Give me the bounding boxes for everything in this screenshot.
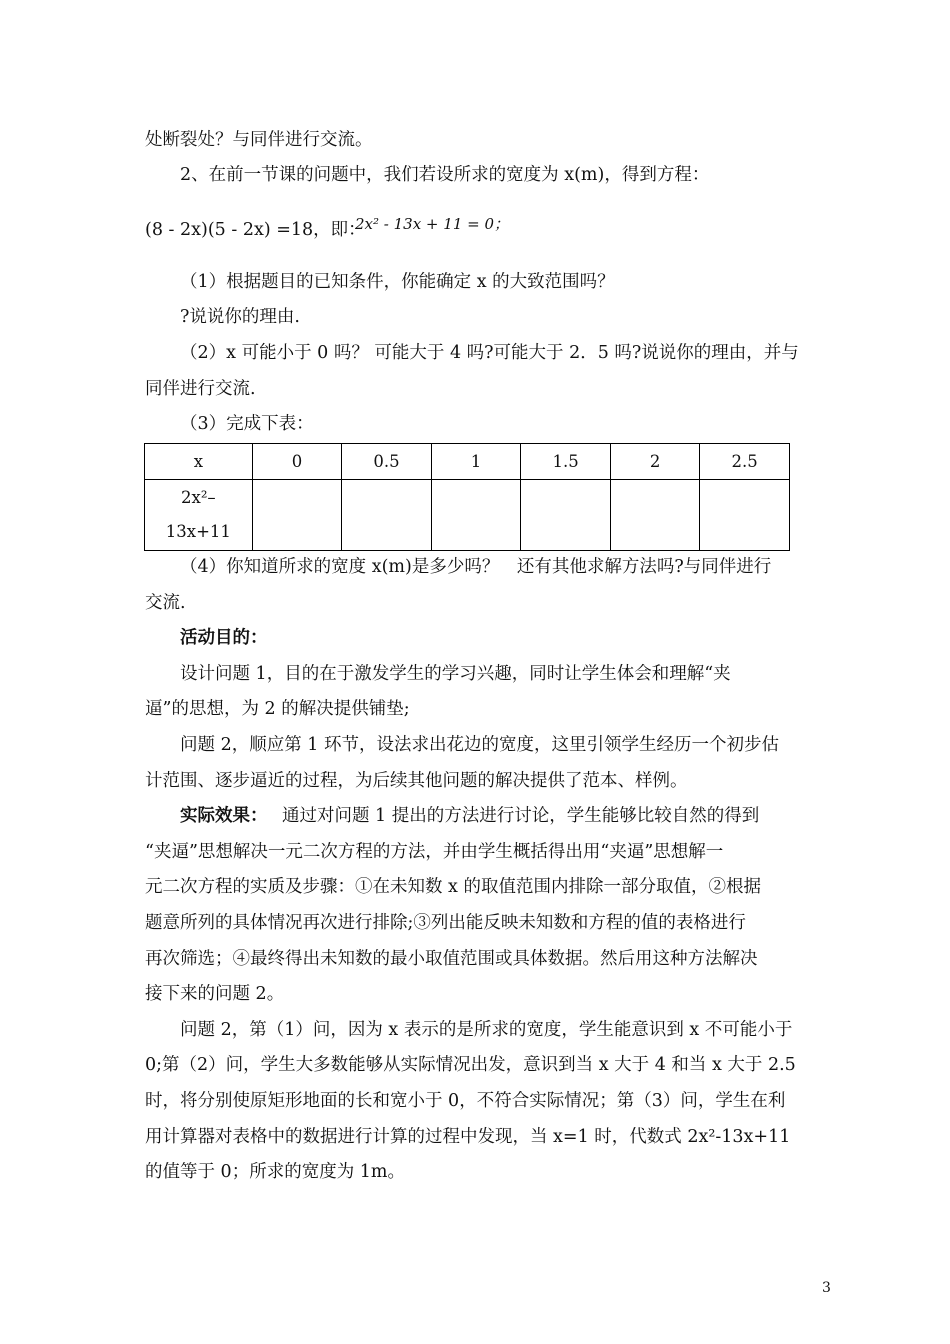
paragraph-line: 2、在前一节课的问题中，我们若设所求的宽度为 x(m)，得到方程： — [180, 165, 710, 185]
page-number: 3 — [822, 1280, 831, 1296]
paragraph-line: 问题 2，顺应第 1 环节，设法求出花边的宽度，这里引领学生经历一个初步估 — [180, 735, 779, 755]
question-1: （1）根据题目的已知条件，你能确定 x 的大致范围吗？ — [180, 272, 615, 292]
table-cell — [431, 480, 520, 551]
section-heading-effect: 实际效果： — [180, 806, 268, 826]
paragraph-line: 问题 2，第（1）问，因为 x 表示的是所求的宽度，学生能意识到 x 不可能小于 — [180, 1020, 793, 1040]
paragraph-line: 元二次方程的实质及步骤：①在未知数 x 的取值范围内排除一部分取值，②根据 — [145, 877, 761, 897]
table-header-cell: 0 — [252, 444, 341, 480]
paragraph-line: 处断裂处？与同伴进行交流。 — [145, 130, 373, 150]
question-2: （2）x 可能小于 0 吗？ 可能大于 4 吗?可能大于 2．5 吗?说说你的理由，并与 — [180, 343, 799, 363]
table-row — [145, 480, 790, 551]
paragraph-line: 计范围、逐步逼近的过程，为后续其他问题的解决提供了范本、样例。 — [145, 771, 688, 791]
table-header-cell: x — [145, 444, 253, 480]
paragraph-line: 用计算器对表格中的数据进行计算的过程中发现，当 x=1 时，代数式 2x²-13x+11 — [145, 1127, 791, 1147]
paragraph-line: 通过对问题 1 提出的方法进行讨论，学生能够比较自然的得到 — [282, 806, 760, 826]
table-cell — [700, 480, 790, 551]
table-header-cell: 1 — [431, 444, 520, 480]
table-header-cell: 2 — [610, 444, 699, 480]
table-cell — [610, 480, 699, 551]
question-2-cont: 同伴进行交流. — [145, 379, 256, 399]
paragraph-line: 接下来的问题 2。 — [145, 984, 285, 1004]
paragraph-line: 的值等于 0；所求的宽度为 1m。 — [145, 1162, 405, 1182]
value-table — [144, 443, 790, 551]
question-4: （4）你知道所求的宽度 x(m)是多少吗？ 还有其他求解方法吗?与同伴进行 — [180, 557, 772, 577]
table-header-cell: 0.5 — [342, 444, 432, 480]
table-cell — [521, 480, 611, 551]
row-label-line: 13x+11 — [165, 522, 231, 541]
paragraph-line: 题意所列的具体情况再次进行排除;③列出能反映未知数和方程的值的表格进行 — [145, 913, 746, 933]
row-label-line: 2x²– — [181, 488, 216, 507]
paragraph-line: 时，将分别使原矩形地面的长和宽小于 0，不符合实际情况；第（3）问，学生在利 — [145, 1091, 786, 1111]
table-header-cell: 2.5 — [700, 444, 790, 480]
table-header-row — [145, 444, 790, 480]
question-4-cont: 交流. — [145, 593, 186, 613]
table-cell — [342, 480, 432, 551]
paragraph-line: 逼”的思想，为 2 的解决提供铺垫; — [145, 699, 410, 719]
section-heading-purpose: 活动目的： — [180, 628, 268, 648]
paragraph-line: 0;第（2）问，学生大多数能够从实际情况出发，意识到当 x 大于 4 和当 x 大于 2.5 — [145, 1055, 796, 1075]
table-header-cell: 1.5 — [521, 444, 611, 480]
table-row-label — [145, 480, 253, 551]
question-1-followup: ?说说你的理由. — [180, 307, 300, 327]
table-cell — [252, 480, 341, 551]
question-3: （3）完成下表： — [180, 414, 314, 434]
equation-line: (8 - 2x)(5 - 2x) =18，即： — [145, 220, 366, 240]
paragraph-line: 设计问题 1，目的在于激发学生的学习兴趣，同时让学生体会和理解“夹 — [180, 664, 731, 684]
paragraph-line: 再次筛选；④最终得出未知数的最小取值范围或具体数据。然后用这种方法解决 — [145, 949, 758, 969]
paragraph-line: “夹逼”思想解决一元二次方程的方法，并由学生概括得出用“夹逼”思想解一 — [145, 842, 724, 862]
quadratic-equation: 2x² - 13x + 11 = 0； — [355, 215, 510, 233]
